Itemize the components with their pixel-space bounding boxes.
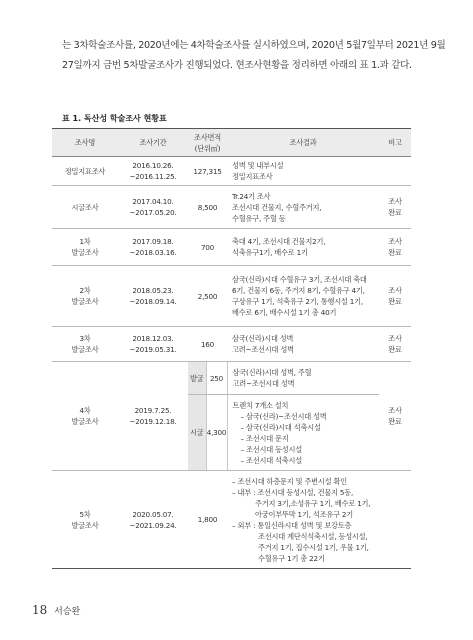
result-line: 석축유구1기, 배수로 1기 (232, 248, 308, 257)
table-row (52, 362, 411, 395)
result-line: Tr.24기 조사 (232, 191, 271, 201)
cell-sub-survey-label (188, 362, 206, 395)
period-start: 2017.04.10. (132, 197, 174, 206)
result-line: 삼국(신라)시대 성벽, 주혈 (232, 368, 312, 377)
note-text: 조사 (388, 286, 402, 295)
result-line: 트렌치 7개소 설치 (232, 400, 289, 410)
survey-name-text: 발굴조사 (71, 417, 99, 426)
period-end: ~2019.12.18. (129, 417, 177, 426)
cell-survey-area (188, 229, 227, 266)
cell-survey-name (52, 362, 118, 471)
survey-name-text: 정밀지표조사 (64, 166, 106, 176)
table-row (52, 229, 411, 266)
result-line: 고려~조선시대 성벽 (232, 379, 295, 388)
table-row (52, 471, 411, 569)
cell-sub-survey-area (206, 362, 227, 395)
cell-survey-name (52, 471, 118, 569)
footer-author: 서승완 (54, 607, 81, 617)
cell-survey-result (227, 266, 379, 327)
cell-survey-name (52, 266, 118, 327)
period-start: 2018.12.03. (132, 334, 174, 343)
cell-survey-period (118, 186, 188, 229)
survey-name-text: 시굴조사 (71, 202, 99, 212)
area-value: 1,800 (197, 515, 218, 524)
table-row (52, 186, 411, 229)
survey-name-text: 5차 (79, 509, 91, 519)
note-text: 조사 (388, 237, 402, 246)
header-area-label: 조사면적 (194, 132, 221, 142)
cell-survey-result (227, 229, 379, 266)
cell-survey-period (118, 266, 188, 327)
cell-survey-area (188, 157, 227, 186)
header-survey-period: 조사기간 (118, 129, 188, 157)
header-note: 비고 (379, 129, 411, 157)
intro-paragraph (62, 36, 446, 76)
area-value: 8,500 (197, 202, 218, 212)
cell-survey-period (118, 471, 188, 569)
result-line: – 조선시대 하층문지 및 주변시설 확인 (232, 476, 347, 486)
cell-survey-result (227, 186, 379, 229)
result-line: 삼국(신라)시대 성벽 (232, 334, 294, 343)
cell-survey-area (188, 327, 227, 362)
result-line: 주거지 3기,소성유구 1기, 배수로 1기, (255, 498, 371, 508)
intro-line: 27일까지 금번 5차발굴조사가 진행되었다. 현조사현황을 정리하면 아래의 표 1.과 같다. (62, 60, 412, 71)
sub-survey-label: 시굴 (190, 428, 204, 437)
table-row (52, 327, 411, 362)
header-survey-result: 조사결과 (227, 129, 379, 157)
result-line: – 외부 : 통일신라시대 성벽 및 보강토층 (232, 520, 352, 530)
table-header-row (52, 129, 411, 157)
survey-name-text: 4차 (79, 406, 91, 415)
cell-survey-result (227, 362, 379, 395)
result-line: 수혈유구 1기 총 22기 (258, 553, 325, 563)
result-line: 축대 4기, 조선시대 건물지2기, (232, 237, 326, 246)
result-line: – 내부 : 조선시대 등성시설, 건물지 5동, (232, 487, 354, 497)
table-row (52, 266, 411, 327)
area-value: 700 (200, 242, 215, 252)
table-caption: 표 1. 독산성 학술조사 현황표 (62, 114, 167, 123)
result-line: – 조선시대 문지 (240, 433, 289, 443)
period-end: ~2016.11.25. (129, 172, 177, 181)
result-line: 구상유구 1기, 석축유구 2기, 통행시설 1기, (232, 297, 363, 306)
sub-survey-label: 발굴 (190, 373, 204, 383)
period-start: 2017.09.18. (132, 237, 174, 246)
result-line: 주거지 1기, 집수시설 1기, 우물 1기, (258, 542, 369, 552)
note-text: 완료 (388, 297, 402, 306)
cell-survey-result (227, 327, 379, 362)
period-start: 2019.7.25. (134, 406, 172, 415)
result-line: 아궁이부뚜막 1기, 석조유구 2기 (255, 509, 354, 519)
area-value: 250 (209, 373, 224, 383)
survey-status-table (52, 128, 411, 569)
cell-sub-survey-label (188, 395, 206, 471)
note-text: 완료 (388, 208, 402, 217)
survey-name-text: 발굴조사 (71, 297, 99, 306)
period-end: ~2021.09.24. (129, 520, 177, 530)
header-area-unit: (단위㎡) (194, 143, 221, 153)
header-survey-area (188, 129, 227, 157)
result-line: 배수로 6기, 배수시설 1기 총 40기 (232, 308, 337, 317)
cell-note (379, 471, 411, 569)
result-line: 조선시대 계단식석축시설, 등성시설, (258, 531, 368, 541)
result-line: 6기, 건물지 6동, 주거지 8기, 수혈유구 4기, (232, 286, 365, 295)
cell-note (379, 157, 411, 186)
area-value: 4,300 (206, 428, 227, 437)
area-value: 160 (200, 339, 215, 349)
survey-name-text: 발굴조사 (71, 345, 99, 354)
cell-survey-name (52, 157, 118, 186)
survey-name-text: 발굴조사 (71, 520, 99, 530)
note-text: 조사 (388, 334, 402, 343)
cell-survey-result (227, 395, 379, 471)
page-footer (32, 603, 80, 617)
cell-survey-name (52, 229, 118, 266)
period-end: ~2017.05.20. (129, 208, 177, 217)
survey-name-text: 3차 (79, 334, 91, 343)
result-line: 성벽 및 내부시설 (232, 161, 284, 170)
result-line: – 조선시대 등성시설 (240, 444, 303, 454)
period-end: ~2019.05.31. (129, 345, 177, 354)
table-row (52, 157, 411, 186)
survey-name-text: 1차 (79, 237, 91, 246)
cell-survey-area (188, 266, 227, 327)
note-text: 조사 (388, 406, 402, 415)
cell-survey-name (52, 327, 118, 362)
result-line: – 삼국(신라)~조선시대 성벽 (240, 411, 327, 421)
result-line: 정밀지표조사 (232, 172, 273, 181)
period-start: 2020.05.07. (132, 509, 174, 519)
note-text: 완료 (388, 417, 402, 426)
survey-name-text: 발굴조사 (71, 248, 99, 257)
result-line: 고려~조선시대 성벽 (232, 345, 294, 354)
cell-survey-period (118, 362, 188, 471)
cell-sub-survey-area (206, 395, 227, 471)
cell-survey-area (188, 186, 227, 229)
result-line: 수혈유구, 주혈 등 (232, 213, 286, 223)
header-survey-name: 조사명 (52, 129, 118, 157)
cell-note (379, 186, 411, 229)
cell-survey-period (118, 327, 188, 362)
cell-survey-result (227, 157, 379, 186)
intro-line: 는 3차학술조사를, 2020년에는 4차학술조사를 실시하였으며, 2020년 5월7일부터 2021년 9월 (62, 40, 446, 51)
cell-survey-result (227, 471, 379, 569)
note-text: 완료 (388, 345, 402, 354)
cell-note (379, 362, 411, 471)
cell-survey-name (52, 186, 118, 229)
result-line: – 삼국(신라)시대 석축시설 (240, 422, 321, 432)
period-end: ~2018.03.16. (129, 248, 177, 257)
period-start: 2016.10.26. (132, 161, 174, 170)
period-end: ~2018.09.14. (129, 297, 177, 306)
cell-survey-period (118, 229, 188, 266)
cell-note (379, 266, 411, 327)
cell-survey-area (188, 471, 227, 569)
note-text: 완료 (388, 248, 402, 257)
result-line: 삼국(신라)시대 수혈유구 3기, 조선시대 축대 (232, 275, 367, 284)
period-start: 2018.05.23. (132, 286, 174, 295)
area-value: 127,315 (193, 166, 222, 176)
result-line: – 조선시대 석축시설 (240, 455, 303, 465)
cell-note (379, 327, 411, 362)
result-line: 조선시대 건물지, 수혈주거지, (232, 202, 322, 212)
note-text: 조사 (388, 197, 402, 206)
cell-note (379, 229, 411, 266)
area-value: 2,500 (197, 291, 218, 301)
cell-survey-period (118, 157, 188, 186)
page-number: 18 (32, 603, 48, 617)
survey-name-text: 2차 (79, 286, 91, 295)
